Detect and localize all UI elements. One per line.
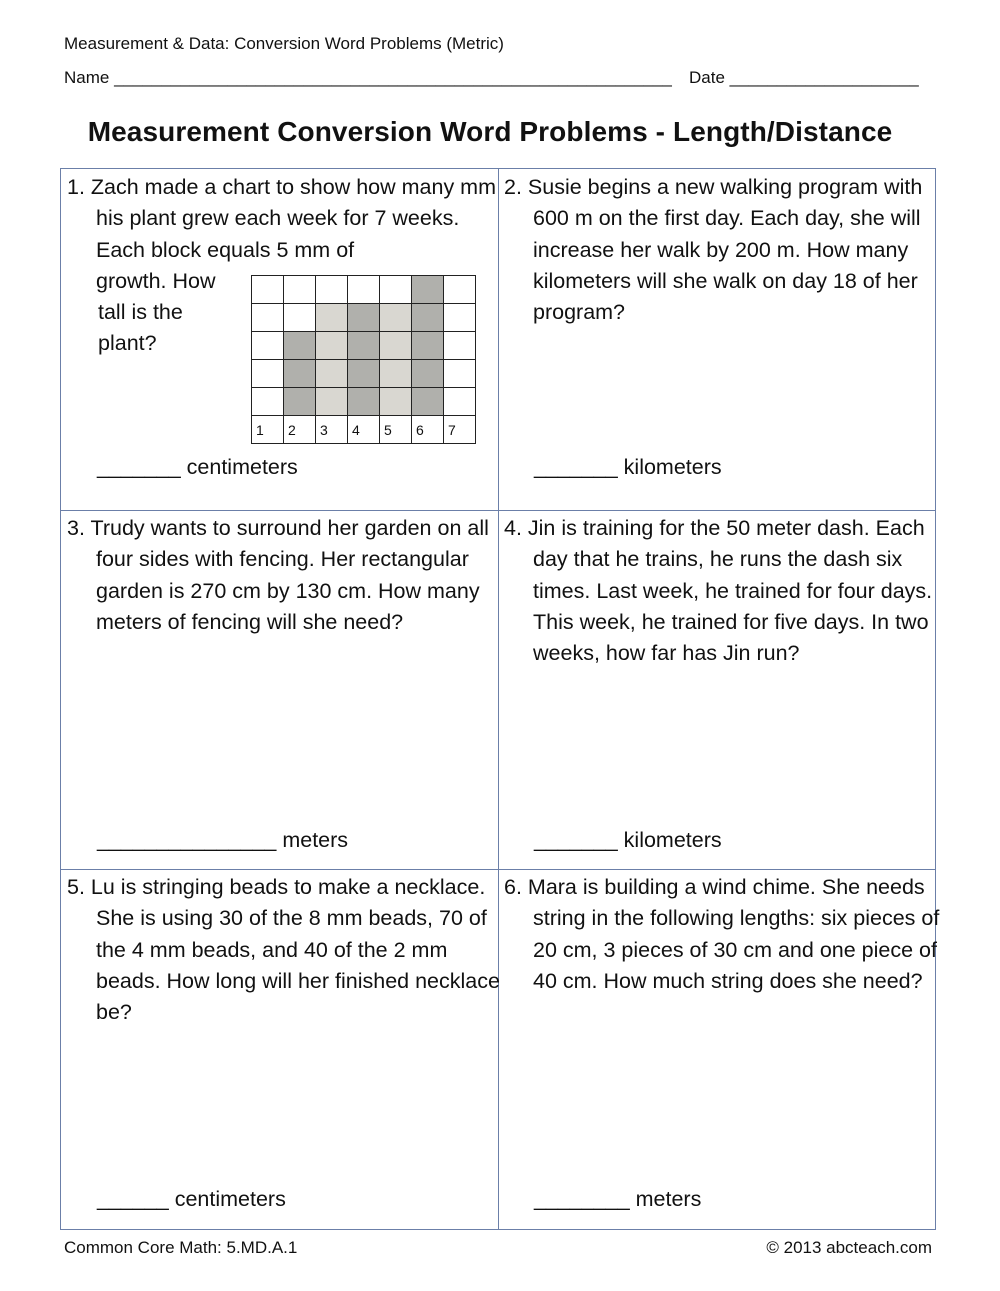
growth-chart-table (251, 275, 476, 444)
chart-block (316, 332, 348, 360)
chart-block (412, 360, 444, 388)
name-date-row (64, 68, 934, 88)
problem-5-text: 5. Lu is stringing beads to make a necklace. She is using 30 of the 8 mm beads, 70 of the 4 mm beads, and 40 of the 2 mm beads. How long will her finished necklace be? (67, 875, 500, 1025)
footer-standard: Common Core Math: 5.MD.A.1 (64, 1238, 298, 1257)
chart-block (380, 276, 412, 304)
problem-1-text: 1. Zach made a chart to show how many mm his plant grew each week for 7 weeks. Each block equals 5 mm of (67, 175, 496, 262)
chart-week-label: 1 (252, 416, 284, 444)
problem-1-text-line-3: plant? (98, 331, 157, 355)
plant-growth-chart (251, 275, 476, 444)
problem-4-answer[interactable]: _______ kilometers (534, 828, 722, 852)
chart-week-label: 5 (380, 416, 412, 444)
problem-1-text-line-2: tall is the (98, 300, 183, 324)
problem-1-cell (61, 169, 498, 510)
problem-4-text: 4. Jin is training for the 50 meter dash. Each day that he trains, he runs the dash six times. Last week, he trained for four days. This week, he trained for five days. In two weeks, how far has Jin run? (504, 516, 933, 666)
chart-block (252, 332, 284, 360)
chart-block (348, 388, 380, 416)
chart-block (284, 360, 316, 388)
chart-week-label: 2 (284, 416, 316, 444)
problem-6-text: 6. Mara is building a wind chime. She needs string in the following lengths: six pieces of 20 cm, 3 pieces of 30 cm and one piece of 40 cm. How much string does she need? (504, 875, 940, 993)
chart-week-label: 3 (316, 416, 348, 444)
chart-block (284, 388, 316, 416)
chart-block (444, 388, 476, 416)
chart-block (444, 276, 476, 304)
chart-block (316, 276, 348, 304)
chart-block (412, 332, 444, 360)
chart-block (252, 388, 284, 416)
chart-block (284, 276, 316, 304)
chart-block (348, 360, 380, 388)
chart-block (316, 388, 348, 416)
chart-block (444, 332, 476, 360)
problem-6-cell (498, 869, 940, 1231)
chart-block (348, 332, 380, 360)
chart-week-label: 7 (444, 416, 476, 444)
problem-1-answer[interactable]: _______ centimeters (97, 455, 298, 479)
chart-block (316, 360, 348, 388)
page-title: Measurement Conversion Word Problems - Length/Distance (87, 116, 893, 147)
chart-block (412, 304, 444, 332)
problem-3-text: 3. Trudy wants to surround her garden on all four sides with fencing. Her rectangular garden is 270 cm by 130 cm. How many meters of fencing will she need? (67, 516, 489, 634)
problem-3-cell (61, 510, 498, 869)
chart-block (348, 304, 380, 332)
chart-block (444, 360, 476, 388)
problem-3-answer[interactable]: _______________ meters (97, 828, 349, 852)
problem-4-cell (498, 510, 937, 869)
problem-2-cell (498, 169, 937, 510)
chart-block (412, 276, 444, 304)
problem-grid (60, 168, 940, 1230)
chart-block (284, 332, 316, 360)
chart-block (380, 360, 412, 388)
chart-block (252, 304, 284, 332)
problem-5-cell (61, 869, 498, 1231)
chart-block (348, 276, 380, 304)
chart-block (284, 304, 316, 332)
problem-6-answer[interactable]: ________ meters (534, 1187, 702, 1211)
footer-copyright: © 2013 abcteach.com (766, 1238, 932, 1257)
chart-block (380, 388, 412, 416)
chart-block (316, 304, 348, 332)
chart-block (380, 332, 412, 360)
chart-week-label: 4 (348, 416, 380, 444)
problem-2-text: 2. Susie begins a new walking program with 600 m on the first day. Each day, she will increase her walk by 200 m. How many kilometers will she walk on day 18 of her program? (504, 175, 923, 325)
chart-block (252, 360, 284, 388)
problem-5-answer[interactable]: ______ centimeters (97, 1187, 286, 1211)
chart-block (252, 276, 284, 304)
chart-week-label: 6 (412, 416, 444, 444)
problem-1-text-line-1: growth. How (96, 269, 216, 293)
problem-2-answer[interactable]: _______ kilometers (534, 455, 722, 479)
chart-block (444, 304, 476, 332)
name-field[interactable]: Name ___________________________________________________________ (64, 68, 672, 87)
chart-block (412, 388, 444, 416)
worksheet-subject: Measurement & Data: Conversion Word Problems (Metric) (64, 34, 504, 53)
chart-block (380, 304, 412, 332)
date-field[interactable]: Date ____________________ (689, 68, 919, 87)
